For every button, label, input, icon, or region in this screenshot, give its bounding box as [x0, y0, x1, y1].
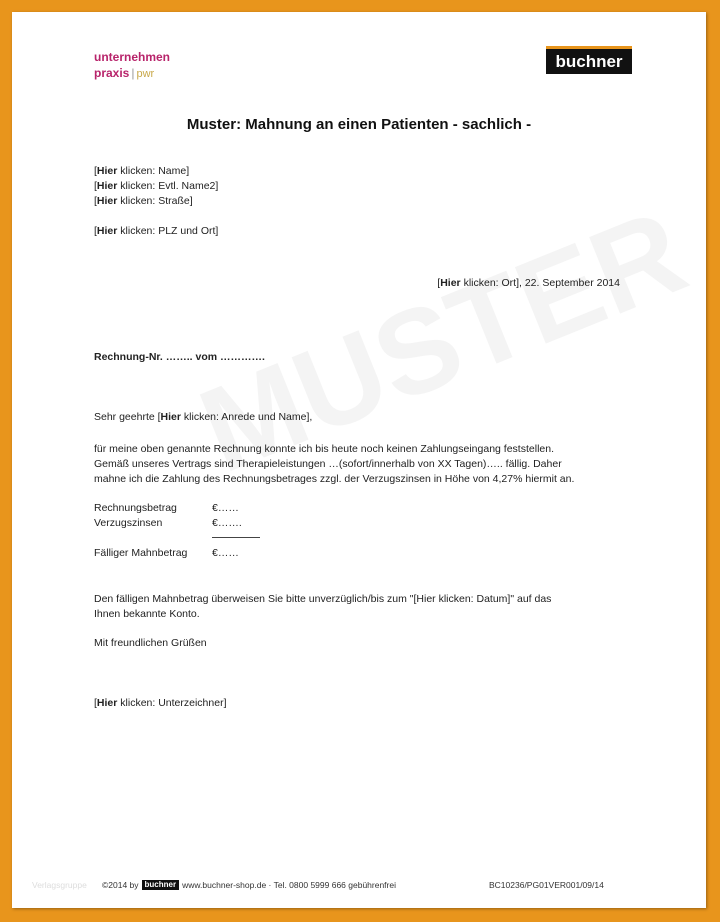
payment-line: Den fälligen Mahnbetrag überweisen Sie bitte unverzüglich/bis zum "[Hier klicken: Datum]" auf das: [94, 593, 552, 605]
place-date-line[interactable]: [Hier klicken: Ort], 22. September 2014: [437, 277, 620, 289]
invoice-number-line: Rechnung-Nr. …….. vom ………….: [94, 351, 265, 363]
address-line-plz-city[interactable]: [Hier klicken: PLZ und Ort]: [94, 225, 219, 237]
footer-faint-text: Verlagsgruppe: [32, 880, 87, 890]
amount-row-due: Fälliger Mahnbetrag €……: [94, 547, 239, 559]
address-line-street[interactable]: [Hier klicken: Straße]: [94, 195, 193, 208]
recipient-address: [94, 164, 218, 210]
address-line-name2[interactable]: [Hier klicken: Evtl. Name2]: [94, 180, 219, 193]
closing-greeting: Mit freundlichen Grüßen: [94, 637, 207, 649]
amount-row-invoice: Rechnungsbetrag €……: [94, 502, 239, 514]
logo-line-1: unternehmen: [94, 50, 171, 64]
logo-line-3: pwr: [136, 68, 155, 80]
letter-body: [94, 442, 574, 488]
document-page: [12, 12, 706, 908]
salutation[interactable]: Sehr geehrte [Hier klicken: Anrede und Name],: [94, 411, 313, 423]
signature-line[interactable]: [Hier klicken: Unterzeichner]: [94, 697, 227, 709]
buchner-logo: buchner: [546, 46, 632, 74]
logo-separator: |: [131, 66, 135, 80]
body-line: für meine oben genannte Rechnung konnte ich bis heute noch keinen Zahlungseingang feststellen.: [94, 443, 554, 455]
amounts-table: [94, 501, 242, 531]
body-line: Gemäß unseres Vertrags sind Therapieleistungen …(sofort/innerhalb von XX Tagen)….. fällig. Daher: [94, 458, 562, 471]
amount-row-interest: Verzugszinsen €…….: [94, 517, 242, 530]
document-title: Muster: Mahnung an einen Patienten - sachlich -: [186, 116, 532, 133]
logo-line-2: praxis: [94, 66, 130, 80]
payment-line: Ihnen bekannte Konto.: [94, 608, 200, 621]
footer-site-link[interactable]: www.buchner-shop.de · Tel. 0800 5999 666 gebührenfrei: [182, 880, 396, 890]
unternehmen-praxis-logo: [94, 50, 170, 82]
sum-divider: [212, 537, 260, 538]
footer-copyright: ©2014 by buchner www.buchner-shop.de · Tel. 0800 5999 666 gebührenfrei: [102, 880, 396, 890]
address-line-name[interactable]: [Hier klicken: Name]: [94, 165, 190, 177]
footer-document-code: BC10236/PG01VER001/09/14: [489, 880, 604, 890]
footer-buchner-logo: buchner: [142, 880, 180, 890]
body-line: mahne ich die Zahlung des Rechnungsbetrages zzgl. der Verzugszinsen in Höhe von 4,27% hiermit an.: [94, 473, 575, 486]
payment-request: [94, 592, 551, 622]
